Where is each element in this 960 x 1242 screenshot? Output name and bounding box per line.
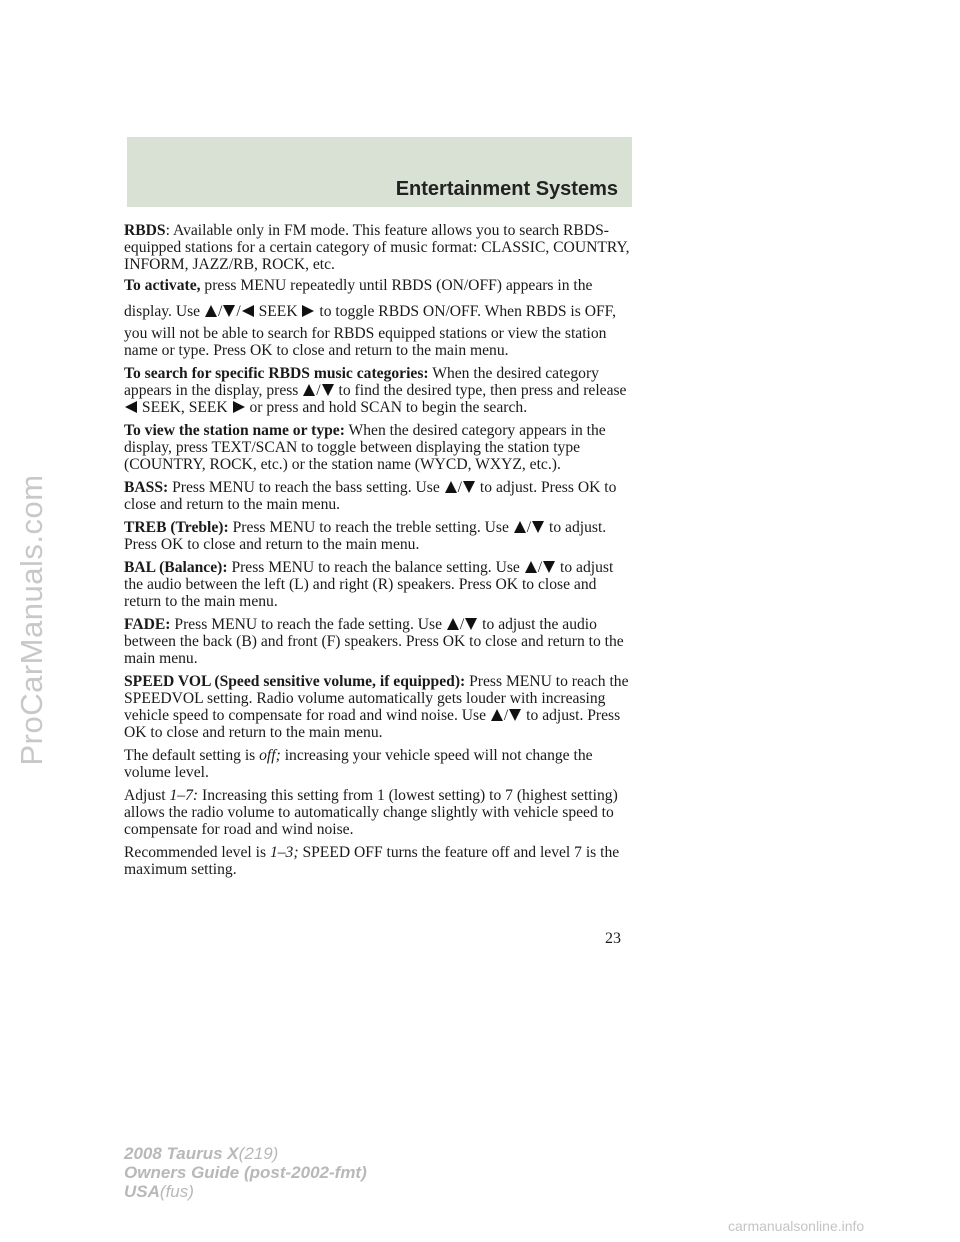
view-heading: To view the station name or type: [124,422,345,439]
arrow-up-icon [303,384,315,396]
arrow-up-icon [514,521,526,533]
recommended-text-2: SPEED OFF turns the feature off and level 7 is the maximum setting. [124,844,620,878]
adjust-text-2: Increasing this setting from 1 (lowest setting) to 7 (highest setting) allows the radio volume to automatically change slightly with vehicle speed to compensate for road and wind noise. [124,787,618,838]
activate-text-2: to toggle RBDS ON/OFF. When RBDS is OFF, you will not be able to search for RBDS equipped stations or view the station name or type. Press OK to close and return to the main menu. [124,303,616,359]
speed-paragraph [124,673,636,741]
activate-text-1: press MENU repeatedly until RBDS (ON/OFF) appears in the display. Use [124,277,593,320]
footer-model: 2008 Taurus X [124,1144,239,1163]
adjust-emphasis: 1–7: [169,787,199,804]
rbds-paragraph [124,222,636,359]
activate-separator: / [236,303,241,320]
footer-line-1 [124,1144,367,1163]
side-watermark [12,170,52,1070]
arrow-up-icon [491,709,503,721]
search-separator: / [316,382,321,399]
activate-heading: To activate, [124,277,201,294]
adjust-text-1: Adjust [124,787,166,804]
search-paragraph [124,365,636,416]
arrow-down-icon [509,709,521,721]
section-title: Entertainment Systems [395,178,618,200]
bottom-watermark: carmanualsonline.info [728,1218,865,1234]
bass-text-1: Press MENU to reach the bass setting. Use [172,479,440,496]
bass-separator: / [457,479,463,496]
bass-paragraph [124,479,636,513]
bal-heading: BAL (Balance): [124,559,228,576]
fade-heading: FADE: [124,616,171,633]
bal-text-1: Press MENU to reach the balance setting. Use [231,559,520,576]
arrow-down-icon [223,305,235,317]
recommended-emphasis: 1–3; [269,844,299,861]
side-watermark-text: ProCarManuals.com [14,474,49,766]
footer-market-code: (fus) [159,1182,194,1201]
rbds-heading: RBDS [124,222,166,239]
treb-text-1: Press MENU to reach the treble setting. Use [232,519,509,536]
arrow-left-icon [242,305,254,317]
activate-separator: / [218,303,223,320]
view-text: When the desired category appears in the display, press TEXT/SCAN to toggle between displaying the station type (COUNTRY, ROCK, etc.) or the station name (WYCD, WXYZ, etc.). [124,422,606,473]
footer [124,1144,367,1201]
arrow-up-icon [205,305,217,317]
speed-text-1: Press MENU to reach the SPEEDVOL setting. Radio volume automatically gets louder with increasing vehicle speed to compensate for road and wind noise. Use [124,673,629,724]
activate-seek: SEEK [258,303,298,320]
bal-text-2: to adjust the audio between the left (L) and right (R) speakers. Press OK to close and return to the main menu. [124,559,614,610]
recommended-paragraph [124,844,636,878]
bal-paragraph [124,559,636,610]
page-number: 23 [605,930,621,947]
recommended-text-1: Recommended level is [124,844,267,861]
arrow-down-icon [532,521,544,533]
default-emphasis: off; [259,747,281,764]
page-content [124,222,636,884]
treb-paragraph [124,519,636,553]
adjust-paragraph [124,787,636,838]
treb-heading: TREB (Treble): [124,519,229,536]
arrow-right-icon [233,401,245,413]
footer-line-3 [124,1182,367,1201]
arrow-down-icon [543,561,555,573]
search-text-2: to find the desired type, then press and release [338,382,627,399]
speed-separator: / [503,707,509,724]
default-text-2: increasing your vehicle speed will not change the volume level. [124,747,593,781]
speed-heading: SPEED VOL (Speed sensitive volume, if equipped): [124,673,466,690]
fade-paragraph [124,616,636,667]
search-heading: To search for specific RBDS music categories: [124,365,429,382]
default-paragraph [124,747,636,781]
default-text-1: The default setting is [124,747,256,764]
bass-heading: BASS: [124,479,169,496]
search-text-3: or press and hold SCAN to begin the search. [249,399,528,416]
bal-separator: / [537,559,543,576]
fade-separator: / [459,616,465,633]
footer-model-code: (219) [238,1144,279,1163]
arrow-right-icon [302,305,314,317]
section-header [127,137,632,207]
arrow-down-icon [463,481,475,493]
treb-separator: / [526,519,532,536]
search-seek: SEEK, SEEK [141,399,228,416]
arrow-down-icon [322,384,334,396]
fade-text-2: to adjust the audio between the back (B) and front (F) speakers. Press OK to close and return to the main menu. [124,616,624,667]
fade-text-1: Press MENU to reach the fade setting. Use [174,616,443,633]
arrow-up-icon [447,618,459,630]
footer-line-2 [124,1163,367,1182]
footer-market: USA [124,1182,160,1201]
arrow-up-icon [445,481,457,493]
bass-text-2: to adjust. Press OK to close and return to the main menu. [124,479,617,513]
arrow-left-icon [125,401,137,413]
treb-text-2: to adjust. Press OK to close and return to the main menu. [124,519,607,553]
view-paragraph [124,422,636,473]
arrow-down-icon [465,618,477,630]
footer-guide: Owners Guide (post-2002-fmt) [124,1163,367,1182]
speed-text-2: to adjust. Press OK to close and return to the main menu. [124,707,621,741]
arrow-up-icon [525,561,537,573]
rbds-text: : Available only in FM mode. This feature allows you to search RBDS-equipped stations for a certain category of music format: CLASSIC, COUNTRY, INFORM, JAZZ/RB, ROCK, etc. [124,222,630,273]
search-text-1: When the desired category appears in the display, press [124,365,599,399]
